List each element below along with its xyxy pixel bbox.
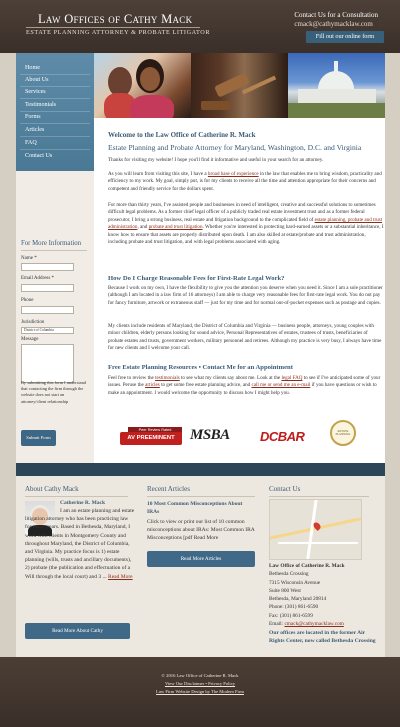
faq-link[interactable]: legal FAQ (281, 375, 303, 381)
resources-paragraph (108, 375, 384, 397)
address-line: Bethesda, Maryland 20814 (269, 596, 327, 603)
info-form-divider (21, 250, 87, 251)
nav-item-forms[interactable]: Forms (25, 114, 41, 120)
contact-label: Contact Us for a Consultation (294, 11, 378, 19)
nav-divider (20, 86, 90, 87)
call-email-link[interactable]: call me or send me an e-mail (251, 382, 311, 389)
avvo-badge-main: AV PREEMINENT (120, 432, 182, 445)
header-contact (294, 11, 378, 29)
nav-divider (20, 74, 90, 75)
nav-item-contact[interactable]: Contact Us (25, 153, 53, 159)
nav-item-services[interactable]: Services (25, 89, 46, 95)
address-line: 7315 Wisconsin Avenue (269, 579, 321, 586)
avvo-badge-top: Peer Review Rated (128, 427, 182, 433)
estate-planning-seal[interactable] (330, 420, 356, 446)
about-divider (25, 496, 128, 497)
msba-logo[interactable]: MSBA (190, 427, 230, 443)
contact-title: Contact Us (269, 485, 301, 493)
nav-item-home[interactable]: Home (25, 65, 40, 71)
capitol-photo (288, 53, 385, 118)
dcbar-logo[interactable]: DCBAR (260, 429, 305, 444)
nav-divider (20, 149, 90, 150)
family-photo (94, 53, 191, 118)
office-location-note: Our offices are located in the former Air Rights Center, now called Bethesda Crossing (269, 630, 376, 645)
email-line-label: Email: (269, 621, 285, 628)
p2-text-b: in the law that enables me to bring wisdom, practicality and efficiency to my work. My goal, simply put, is for my clients to receive all the time and attention appropriate for their concerns and competent and friendly service for the dollars spent. (108, 171, 382, 192)
p3-text-mid: , and (137, 224, 149, 231)
site-footer (0, 657, 400, 727)
p6-text-c: to see if I've anticipated some of your issues. Peruse the (108, 375, 381, 389)
probate-litigation-link[interactable]: probate and trust litigation (148, 224, 203, 231)
article-headline[interactable]: 10 Most Common Misconceptions About IRAs (147, 501, 243, 516)
about-title: About Cathy Mack (25, 485, 79, 493)
footer-credit[interactable]: Law Firm Website Design by The Modern Firm (156, 689, 244, 694)
sidebar (16, 53, 94, 463)
header-email-link[interactable]: cmack@cathymacklaw.com (294, 20, 373, 28)
articles-title: Recent Articles (147, 485, 190, 493)
read-more-about-button[interactable]: Read More About Cathy (25, 623, 130, 639)
phone-field[interactable] (21, 306, 74, 314)
jurisdiction-label: Jurisdiction (21, 320, 45, 325)
nav-divider (20, 111, 90, 112)
lower-divider-bar (16, 463, 385, 476)
about-body: I am an estate planning and estate litigation attorney who has been practicing law for many years. Based in Bethesda, Maryland, I work with clients in Montgomery County and throughout Maryland, the District of Columbia, and Virginia. My practice focus is 1) estate planning (wills, trusts and ancillary documents), 2) probate (the publication and effectuation of a Will through the local court) and 3 ... (25, 508, 135, 580)
footer-links[interactable]: View Our Disclaimer • Privacy Policy (164, 681, 236, 686)
read-more-articles-button[interactable]: Read More Articles (147, 551, 255, 567)
phone-line: Phone: (301) 861-6590 (269, 604, 319, 611)
fees-heading: How Do I Charge Reasonable Fees for First-Rate Legal Work? (108, 275, 285, 282)
about-text (25, 507, 135, 581)
articles-divider (147, 496, 255, 497)
footer-copyright: © 2016 Law Office of Catherine R. Mack (161, 673, 239, 678)
info-form-title: For More Information (21, 240, 82, 247)
about-name: Catherine R. Mack (60, 500, 106, 506)
office-map[interactable] (269, 499, 362, 560)
fees-paragraph: Because I work on my own, I have the flexibility to give you the attention you deserve when you need it. Since I am a sole practitioner (although I am located in a law firm of 16 attorneys) I am able to charge very reasonable fees for first-rate legal work. You do not pay for fancy furniture, artwork or extraneous staff — just for my time and for normal out-of-pocket expenses such as postage and copies. (108, 285, 383, 306)
p6-text-e: if you have questions or wish to make an appointment. I would welcome the opportunity to discuss how I might help you. (108, 382, 377, 396)
experience-link[interactable]: broad base of experience (207, 171, 259, 177)
message-field[interactable] (21, 344, 74, 383)
p3-text-a: For more than thirty years, I've assisted people and businesses in need of intelligent, creative and successful solutions to sometimes difficult legal problems. As a former chief legal officer of a publicly traded real estate investment trust and as a former federal prosecutor, I bring a strong business, real estate and litigation background to the complicated field of (108, 202, 376, 223)
background-paragraph (108, 202, 384, 246)
estate-planning-link[interactable]: estate planning, probate and trust administration (108, 216, 383, 231)
sub-heading: Estate Planning and Probate Attorney for Maryland, Washington, D.C. and Virginia (108, 143, 362, 152)
p6-text-d: to get some free estate planning advice, and (159, 382, 252, 389)
articles-link[interactable]: articles (145, 382, 160, 389)
nav-item-articles[interactable]: Articles (25, 127, 45, 133)
welcome-heading: Welcome to the Law Office of Catherine R. Mack (108, 131, 256, 139)
fax-line: Fax: (301) 861-6599 (269, 612, 313, 619)
banner-photos (94, 53, 385, 118)
p6-text-b: to see what my clients say about me. Look at the (179, 375, 282, 381)
email-label: Email Address * (21, 276, 55, 281)
p3-text-b: . Whether you're interested in protecting hard-earned assets or a substantial inheritance, I know how to ensure that assets are properly distributed upon death. I am also skilled at estate/probate and trust administration, including probate and trust litigation, and with legal problems associated with aging. (108, 224, 384, 246)
nav-item-testimonials[interactable]: Testimonials (25, 102, 57, 108)
submit-form-button[interactable]: Submit Form (21, 430, 56, 446)
p2-text-a: As you will learn from visiting this site, I have a (108, 171, 208, 177)
intro-paragraph: Thanks for visiting my website! I hope you'll find it informative and useful in your search for an attorney. (108, 157, 324, 163)
online-form-button[interactable]: Fill out our online form (306, 31, 384, 43)
about-read-more-link[interactable]: Read More (108, 573, 133, 580)
email-line (269, 620, 379, 628)
address-line: Bethesda Crossing (269, 571, 309, 578)
address-line: Suite 800 West (269, 587, 301, 594)
nav-divider (20, 136, 90, 137)
avvo-badge[interactable] (120, 427, 182, 446)
logo-divider (26, 27, 200, 28)
p6-text-a: Feel free to review the (108, 375, 156, 381)
nav-item-about[interactable]: About Us (25, 77, 49, 83)
firm-name[interactable]: Law Offices of Cathy Mack (38, 12, 193, 26)
name-field[interactable] (21, 263, 74, 271)
phone-label: Phone (21, 298, 34, 303)
contact-email-link[interactable]: cmack@cathymacklaw.com (284, 621, 344, 628)
resources-heading: Free Estate Planning Resources • Contact Me for an Appointment (108, 364, 293, 371)
office-name: Law Office of Catherine R. Mack (269, 563, 345, 569)
contact-divider (269, 496, 369, 497)
gavel-photo (191, 53, 288, 118)
experience-paragraph (108, 171, 384, 193)
contact-address (269, 562, 379, 628)
clients-paragraph: My clients include residents of Maryland, the District of Columbia and Virginia — business people, attorneys, young couples with minor children, elderly persons looking for sound advice, Personal Representatives of estates, trustees of trusts, beneficiaries of probate estates and trusts, government workers, military personnel and retirees. Although my practice is very busy, I always have time for new clients and I welcome your call. (108, 323, 382, 352)
lower-section (16, 463, 385, 657)
jurisdiction-select[interactable]: District of Columbia (21, 327, 74, 334)
nav-divider (20, 123, 90, 124)
message-label: Message (21, 337, 39, 342)
name-label: Name * (21, 256, 37, 261)
nav-divider (20, 98, 90, 99)
firm-tagline: ESTATE PLANNING ATTORNEY & PROBATE LITIGATOR (26, 29, 211, 36)
email-field[interactable] (21, 284, 74, 292)
nav-item-faq[interactable]: FAQ (25, 140, 37, 146)
article-summary: Click to view or print our list of 10 common misconceptions about IRAs: Most Common IRA Misconceptions [pdf Read More (147, 519, 255, 542)
main-nav (16, 53, 94, 171)
form-disclaimer: By submitting this form I understand that contacting the firm through the website does not start an attorney/client relationship (21, 380, 87, 404)
seal-text: ESTATE PLANNING (335, 429, 351, 437)
site-header (0, 0, 400, 53)
main-frame (16, 53, 385, 463)
testimonials-link[interactable]: testimonials (155, 375, 180, 381)
